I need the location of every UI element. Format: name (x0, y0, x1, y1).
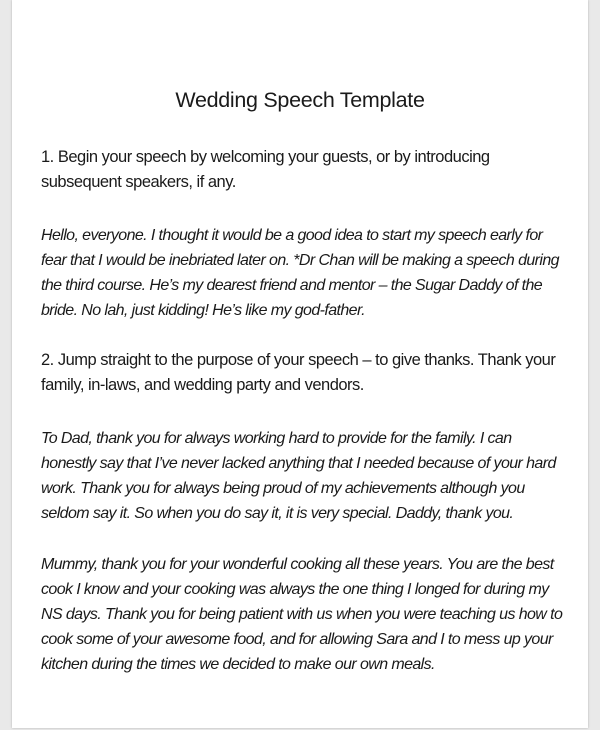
text-line: To Dad, thank you for always working hard to provide for the family. I can (41, 430, 512, 447)
instruction-2 (41, 348, 561, 398)
text-line: bride. No lah, just kidding! He’s like my god-father. (41, 302, 365, 319)
text-line: NS days. Thank you for being patient with us when you were teaching us how to (41, 606, 563, 623)
text-line: the third course. He’s my dearest friend and mentor – the Sugar Daddy of the (41, 277, 543, 294)
text-line: 2. Jump straight to the purpose of your speech – to give thanks. Thank your (41, 351, 556, 369)
document-page (12, 0, 588, 728)
example-paragraph-1 (41, 223, 561, 323)
text-line: cook some of your awesome food, and for allowing Sara and I to mess up your (41, 631, 553, 648)
instruction-1 (41, 145, 561, 195)
text-line: 1. Begin your speech by welcoming your guests, or by introducing (41, 148, 490, 166)
text-line: work. Thank you for always being proud of my achievements although you (41, 480, 525, 497)
text-line: cook I know and your cooking was always the one thing I longed for during my (41, 581, 549, 598)
text-line: Mummy, thank you for your wonderful cooking all these years. You are the best (41, 556, 554, 573)
text-line: family, in-laws, and wedding party and vendors. (41, 376, 364, 394)
text-line: kitchen during the times we decided to make our own meals. (41, 656, 435, 673)
page-title: Wedding Speech Template (175, 88, 425, 112)
text-line: fear that I would be inebriated later on. *Dr Chan will be making a speech during (41, 252, 559, 269)
text-line: honestly say that I’ve never lacked anything that I needed because of your hard (41, 455, 556, 472)
text-line: Hello, everyone. I thought it would be a good idea to start my speech early for (41, 227, 543, 244)
example-paragraph-2 (41, 426, 561, 526)
text-line: seldom say it. So when you do say it, it is very special. Daddy, thank you. (41, 505, 514, 522)
text-line: subsequent speakers, if any. (41, 173, 236, 191)
example-paragraph-3 (41, 552, 561, 677)
